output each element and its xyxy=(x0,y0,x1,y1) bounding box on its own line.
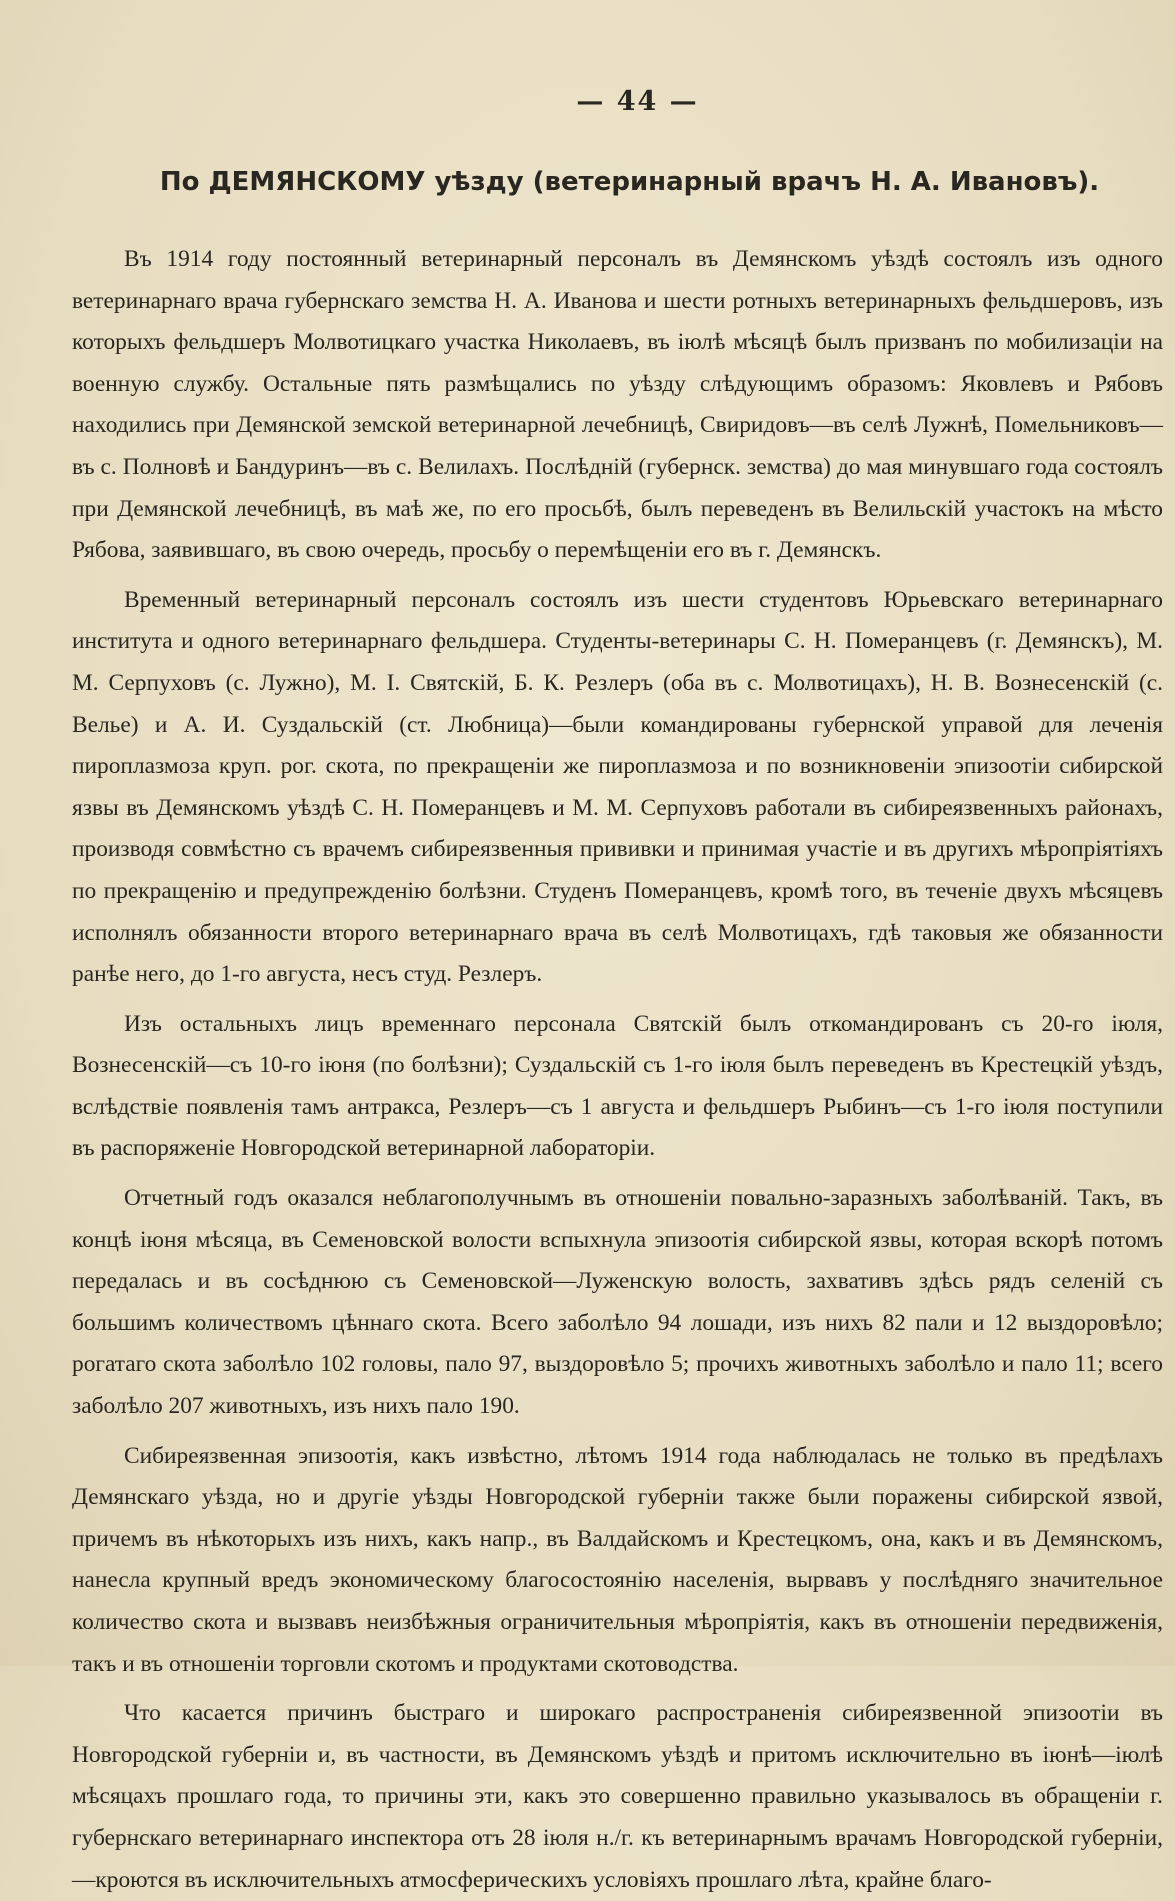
paragraph-3: Изъ остальныхъ лицъ временнаго персонала Святскій былъ откомандированъ съ 20-го іюля, Вознесенскій—съ 10-го іюня (по болѣзни); Суздальскій съ 1-го іюля былъ переведенъ въ Крестецкій уѣздъ, вслѣдствіе появленія тамъ антракса, Резлеръ—съ 1 августа и фельдшеръ Рыбинъ—съ 1-го іюля поступили въ распоряженіе Новгородской ветеринарной лабораторіи. xyxy=(72,1010,1163,1162)
paragraph-5: Сибиреязвенная эпизоотія, какъ извѣстно, лѣтомъ 1914 года наблюдалась не только въ предѣлахъ Демянскаго уѣзда, но и другіе уѣзды Новгородской губерніи также были поражены сибирской язвой, причемъ въ нѣкоторыхъ изъ нихъ, какъ напр., въ Валдайскомъ и Крестецкомъ, она, какъ и въ Демянскомъ, нанесла крупный вредъ экономическому благосостоянію населенія, вырвавъ у послѣдняго значительное количество скота и вызвавъ неизбѣжныя ограничительныя мѣропріятія, какъ въ отношеніи передвиженія, такъ и въ отношеніи торговли скотомъ и продуктами скотоводства. xyxy=(72,1442,1163,1677)
paragraph-6: Что касается причинъ быстраго и широкаго распространенія сибиреязвенной эпизоотіи въ Новгородской губерніи и, въ частности, въ Демянскомъ уѣздѣ и притомъ исключительно въ іюнѣ—іюлѣ мѣсяцахъ прошлаго года, то причины эти, какъ это совершенно правильно указывалось въ обращеніи г. губернскаго ветеринарнаго инспектора отъ 28 іюля н./г. къ ветеринарнымъ врачамъ Новгородской губерніи,—кроются въ исключительныхъ атмосферическихъ условіяхъ прошлаго лѣта, крайне благо- xyxy=(72,1700,1163,1893)
paragraph-4: Отчетный годъ оказался неблагополучнымъ въ отношеніи повально-заразныхъ заболѣваній. Такъ, въ концѣ іюня мѣсяца, въ Семеновской волости вспыхнула эпизоотія сибирской язвы, которая вскорѣ потомъ передалась и въ сосѣднюю съ Семеновской—Луженскую волость, захвативъ здѣсь рядъ селеній съ большимъ количествомъ цѣннаго скота. Всего заболѣло 94 лошади, изъ нихъ 82 пали и 12 выздоровѣло; рогатаго скота заболѣло 102 головы, пало 97, выздоровѣло 5; прочихъ животныхъ заболѣло и пало 11; всего заболѣло 207 животныхъ, изъ нихъ пало 190. xyxy=(72,1185,1163,1420)
section-heading: По ДЕМЯНСКОМУ уѣзду (ветеринарный врачъ Н. А. Ивановъ). xyxy=(159,167,1100,197)
page-number: — 44 — xyxy=(576,86,699,117)
paragraph-1: Въ 1914 году постоянный ветеринарный персоналъ въ Демянскомъ уѣздѣ состоялъ изъ одного ветеринарнаго врача губернскаго земства Н. А. Иванова и шести ротныхъ ветеринарныхъ фельдшеровъ, изъ которыхъ фельдшеръ Молвотицкаго участка Николаевъ, въ іюлѣ мѣсяцѣ былъ призванъ по мобилизаціи на военную службу. Остальные пять размѣщались по уѣзду слѣдующимъ образомъ: Яковлевъ и Рябовъ находились при Демянской земской ветеринарной лечебницѣ, Свиридовъ—въ селѣ Лужнѣ, Помельниковъ—въ с. Полновѣ и Бандуринъ—въ с. Велилахъ. Послѣдній (губернск. земства) до мая минувшаго года состоялъ при Демянской лечебницѣ, въ маѣ же, по его просьбѣ, былъ переведенъ въ Велильскій участокъ на мѣсто Рябова, заявившаго, въ свою очередь, просьбу о перемѣщеніи его въ г. Демянскъ. xyxy=(72,246,1163,564)
paragraph-2: Временный ветеринарный персоналъ состоялъ изъ шести студентовъ Юрьевскаго ветеринарнаго института и одного ветеринарнаго фельдшера. Студенты-ветеринары С. Н. Померанцевъ (г. Демянскъ), М. М. Серпуховъ (с. Лужно), М. І. Святскій, Б. К. Резлеръ (оба въ с. Молвотицахъ), Н. В. Вознесенскій (с. Велье) и А. И. Суздальскій (ст. Любница)—были командированы губернской управой для леченія пироплазмоза круп. рог. скота, по прекращеніи же пироплазмоза и по возникновеніи эпизоотіи сибирской язвы въ Демянскомъ уѣздѣ С. Н. Померанцевъ и М. М. Серпуховъ работали въ сибиреязвенныхъ районахъ, производя совмѣстно съ врачемъ сибиреязвенныя прививки и принимая участіе и въ другихъ мѣропріятіяхъ по прекращенію и предупрежденію болѣзни. Студенъ Померанцевъ, кромѣ того, въ теченіе двухъ мѣсяцевъ исполнялъ обязанности второго ветеринарнаго врача въ селѣ Молвотицахъ, гдѣ таковыя же обязанности ранѣе него, до 1-го августа, несъ студ. Резлеръ. xyxy=(72,586,1163,988)
